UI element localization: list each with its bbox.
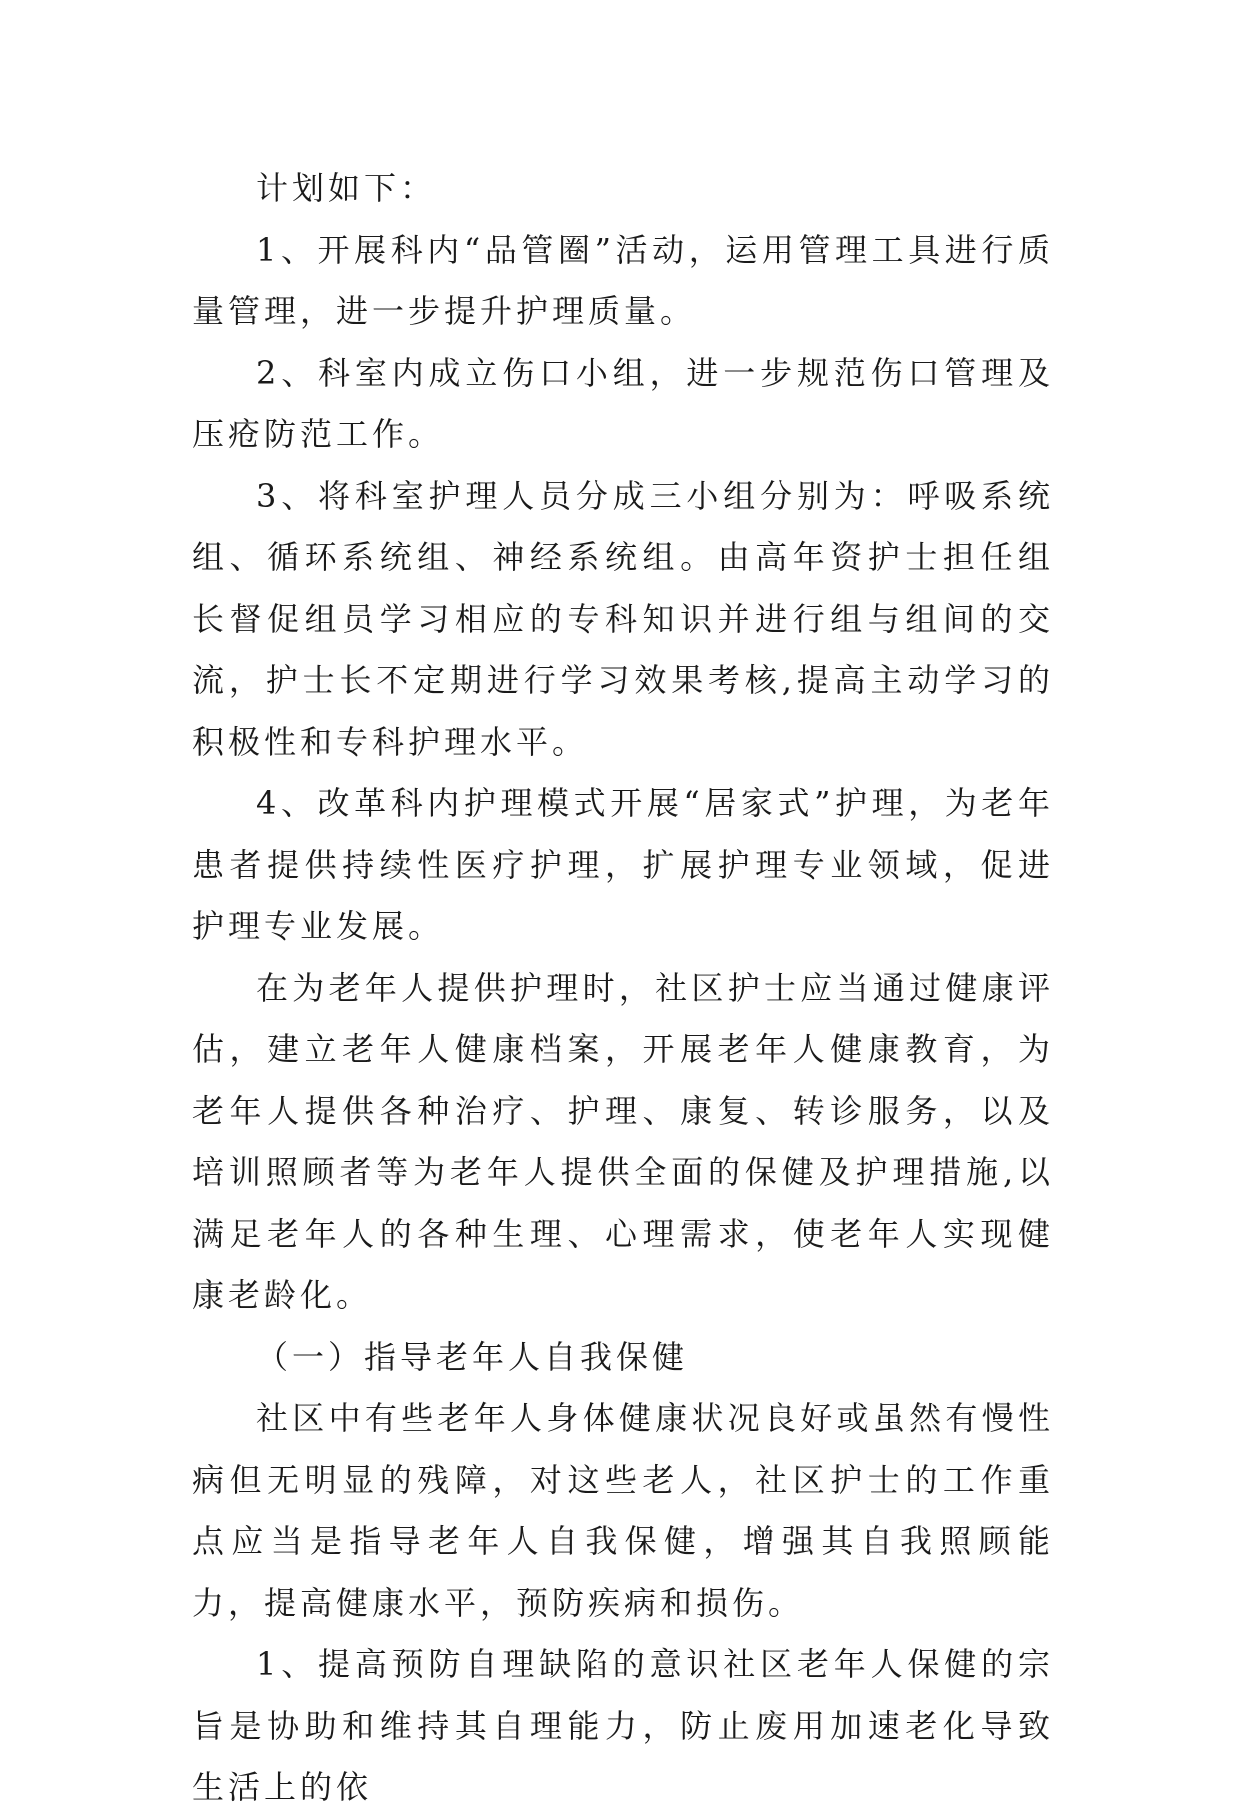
paragraph-item-4: 4、改革科内护理模式开展“居家式”护理，为老年患者提供持续性医疗护理，扩展护理专业领域，促进护理专业发展。 — [192, 784, 1054, 945]
document-body — [192, 158, 1054, 1819]
paragraph-item-3: 3、将科室护理人员分成三小组分别为：呼吸系统组、循环系统组、神经系统组。由高年资护士担任组长督促组员学习相应的专科知识并进行组与组间的交流，护士长不定期进行学习效果考核,提高主动学习的积极性和专科护理水平。 — [192, 476, 1054, 761]
paragraph-elderly-care: 在为老年人提供护理时，社区护士应当通过健康评估，建立老年人健康档案，开展老年人健康教育，为老年人提供各种治疗、护理、康复、转诊服务，以及培训照顾者等为老年人提供全面的保健及护理措施,以满足老年人的各种生理、心理需求，使老年人实现健康老龄化。 — [192, 968, 1054, 1314]
paragraph-item-1: 1、开展科内“品管圈”活动，运用管理工具进行质量管理，进一步提升护理质量。 — [192, 230, 1054, 330]
section-heading-self-care: （一）指导老年人自我保健 — [256, 1337, 689, 1376]
paragraph-self-care-item-1: 1、提高预防自理缺陷的意识社区老年人保健的宗旨是协助和维持其自理能力，防止废用加速老化导致生活上的依 — [192, 1645, 1054, 1806]
paragraph-self-care: 社区中有些老年人身体健康状况良好或虽然有慢性病但无明显的残障，对这些老人，社区护士的工作重点应当是指导老年人自我保健，增强其自我照顾能力，提高健康水平，预防疾病和损伤。 — [192, 1399, 1054, 1622]
paragraph-item-2: 2、科室内成立伤口小组，进一步规范伤口管理及压疮防范工作。 — [192, 353, 1054, 453]
paragraph-plan-intro: 计划如下： — [256, 169, 437, 207]
